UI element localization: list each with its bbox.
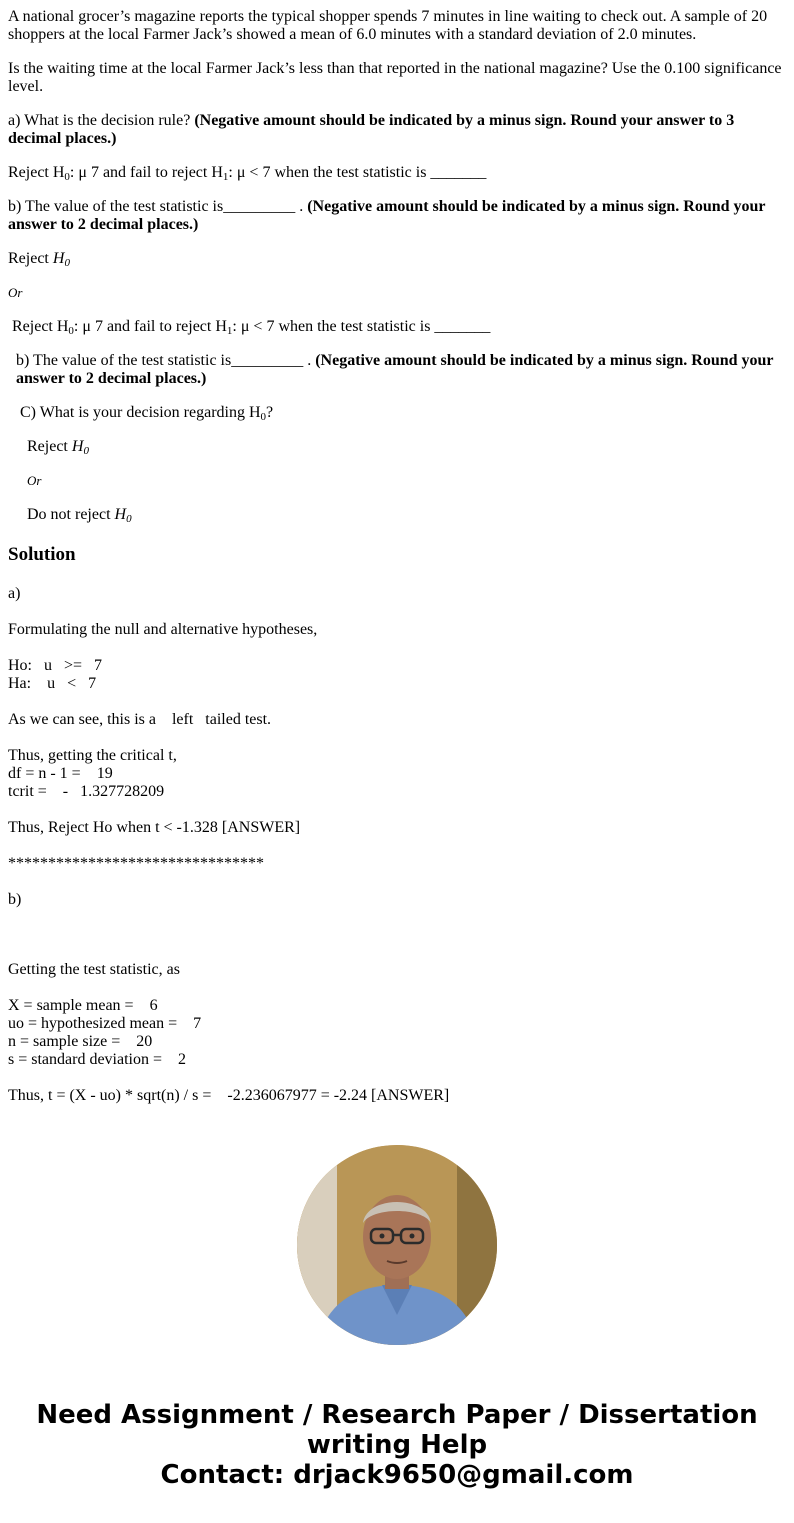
uo-line: uo = hypothesized mean = 7 [8, 1015, 202, 1032]
rule-sub-0b: 0 [68, 325, 74, 337]
rule-sub-1: 1 [222, 171, 229, 183]
stat-values [8, 997, 786, 1069]
decision-rule [8, 164, 786, 182]
getting-stat: Getting the test statistic, as [8, 961, 180, 978]
reject-h0-option [8, 250, 786, 268]
part-b-repeat [16, 352, 786, 388]
part-a [8, 112, 786, 148]
rule-text-2b: : μ 7 and fail to reject H [73, 318, 227, 335]
promo-contact: Contact: drjack9650@gmail.com [160, 1460, 634, 1490]
solution-b-label: b) [8, 891, 22, 908]
or-separator: Or [8, 285, 23, 300]
rule-text-1b: Reject H [12, 318, 69, 335]
or-separator-c: Or [27, 473, 42, 488]
h0-sub: 0 [64, 257, 70, 269]
decision-rule-repeat [12, 318, 786, 336]
rule-sub-1b: 1 [226, 325, 233, 337]
part-c [20, 404, 786, 422]
part-b-note: (Negative amount should be indicated by a minus sign. Round your answer to 2 decimal places.) [8, 198, 766, 233]
t-answer: Thus, t = (X - uo) * sqrt(n) / s = -2.236067977 = -2.24 [ANSWER] [8, 1087, 450, 1104]
h0-symbol: H [52, 250, 65, 267]
reject-text-c: Reject [27, 438, 72, 455]
part-c-qmark: ? [266, 404, 274, 421]
alt-hypothesis: Ha: u < 7 [8, 675, 97, 692]
h0-symbol-c: H [71, 438, 84, 455]
part-a-label: a) What is the decision rule? [8, 112, 195, 129]
author-portrait-illustration [297, 1145, 497, 1345]
part-c-reject-option [27, 438, 786, 456]
solution-heading: Solution [8, 544, 76, 565]
rule-text-2: : μ 7 and fail to reject H [69, 164, 223, 181]
null-hypothesis: Ho: u >= 7 [8, 657, 103, 674]
author-photo-wrap [8, 1145, 786, 1350]
tail-text: As we can see, this is a left tailed test. [8, 711, 272, 728]
stars-divider: ******************************** [8, 855, 264, 872]
question-intro: A national grocer’s magazine reports the typical shopper spends 7 minutes in line waiting to check out. A sample of 20 shoppers at the local Farmer Jack’s showed a mean of 6.0 minutes with a standard deviation of 2.0 minutes. [8, 8, 768, 43]
critical-intro: Thus, getting the critical t, [8, 747, 177, 764]
author-avatar [297, 1145, 497, 1345]
part-c-sub: 0 [260, 411, 267, 423]
s-line: s = standard deviation = 2 [8, 1051, 187, 1068]
solution-a-label: a) [8, 585, 21, 602]
do-not-reject-text: Do not reject [27, 506, 115, 523]
part-b-label: b) The value of the test statistic is_________ . [8, 198, 308, 215]
part-c-text: C) What is your decision regarding H [20, 404, 261, 421]
part-b-note-2: (Negative amount should be indicated by a minus sign. Round your answer to 2 decimal places.) [16, 352, 774, 387]
rule-text-1: Reject H [8, 164, 65, 181]
promo-banner [0, 1400, 794, 1490]
tcrit-line: tcrit = - 1.327728209 [8, 783, 165, 800]
solution-body [8, 585, 786, 1105]
n-line: n = sample size = 20 [8, 1033, 153, 1050]
promo-line-2: writing Help [306, 1430, 488, 1460]
critical-block [8, 747, 786, 801]
promo-line-1: Need Assignment / Research Paper / Dissertation [36, 1400, 758, 1430]
reject-text: Reject [8, 250, 53, 267]
df-line: df = n - 1 = 19 [8, 765, 113, 782]
hypotheses [8, 657, 786, 693]
part-b-label-2: b) The value of the test statistic is_________ . [16, 352, 316, 369]
h0-sub-d: 0 [126, 513, 132, 525]
formulating-text: Formulating the null and alternative hypotheses, [8, 621, 318, 638]
rule-text-3: : μ < 7 when the test statistic is _______ [228, 164, 487, 181]
part-b [8, 198, 786, 234]
x-mean-line: X = sample mean = 6 [8, 997, 158, 1014]
part-c-do-not-reject-option [27, 506, 786, 524]
part-a-note: (Negative amount should be indicated by a minus sign. Round your answer to 3 decimal places.) [8, 112, 735, 147]
reject-answer: Thus, Reject Ho when t < -1.328 [ANSWER] [8, 819, 301, 836]
rule-sub-0: 0 [64, 171, 70, 183]
h0-symbol-d: H [114, 506, 127, 523]
h0-sub-c: 0 [83, 445, 89, 457]
question-prompt: Is the waiting time at the local Farmer Jack’s less than that reported in the national magazine? Use the 0.100 significance level. [8, 60, 782, 95]
rule-text-3b: : μ < 7 when the test statistic is _______ [232, 318, 491, 335]
